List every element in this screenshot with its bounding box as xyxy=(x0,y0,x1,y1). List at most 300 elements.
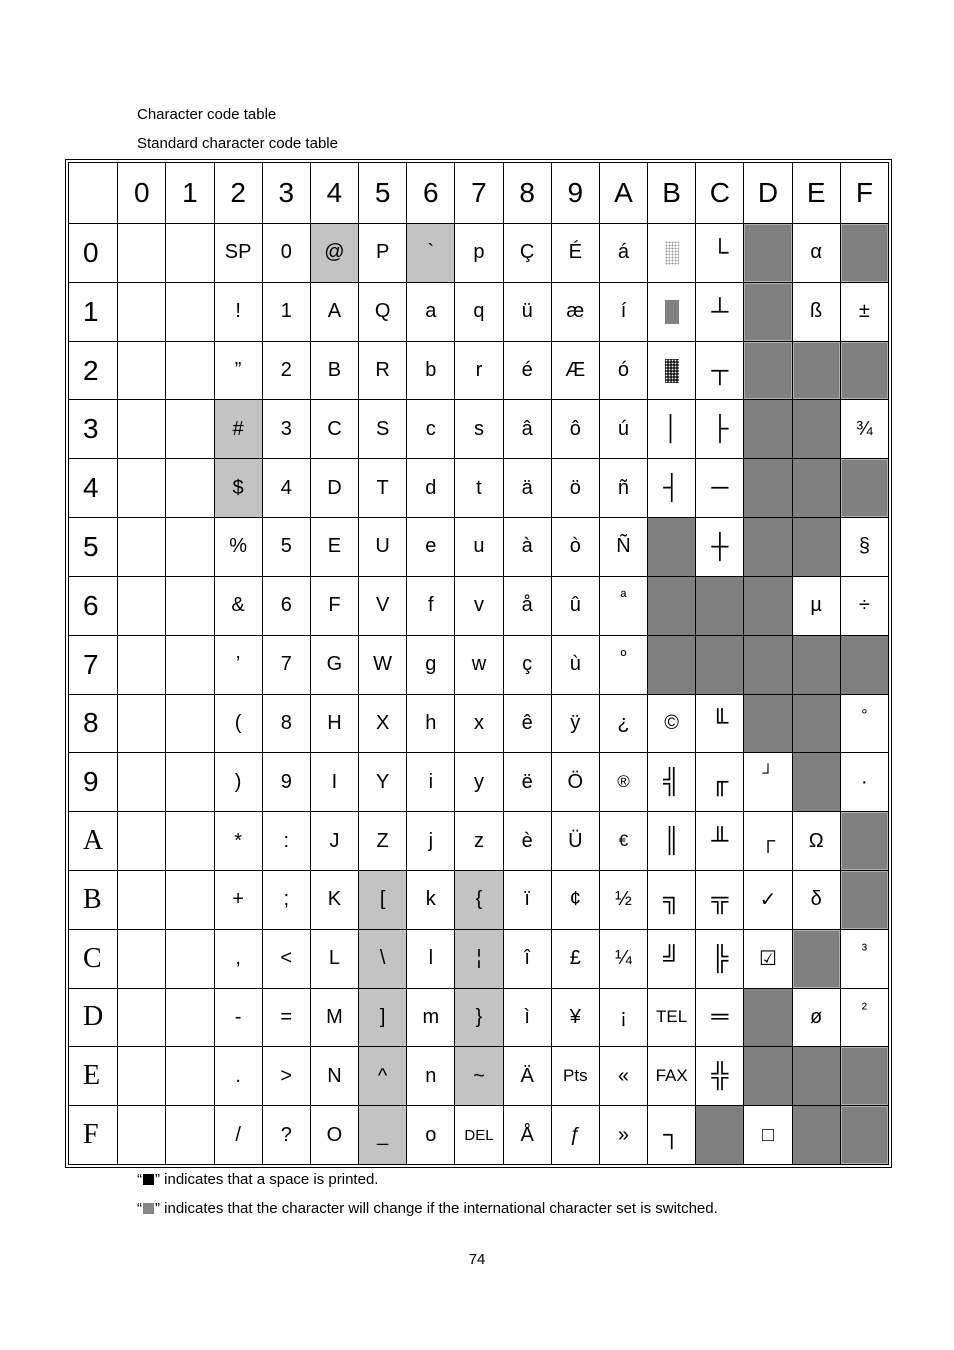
character-glyph: ═ xyxy=(711,1003,729,1031)
code-cell-b5 xyxy=(359,870,407,929)
code-cell-41 xyxy=(166,459,214,518)
code-cell-d5 xyxy=(359,988,407,1047)
code-cell-8c xyxy=(696,694,744,753)
code-cell-a6 xyxy=(407,812,455,871)
character-glyph: c xyxy=(425,417,436,440)
code-cell-c8 xyxy=(503,929,551,988)
code-cell-6d xyxy=(744,576,792,635)
character-glyph: ╦ xyxy=(711,885,729,913)
character-glyph: Ü xyxy=(568,829,583,852)
character-glyph: ’ xyxy=(235,653,241,676)
code-cell-bd xyxy=(744,870,792,929)
code-cell-f4 xyxy=(310,1106,358,1165)
code-cell-46 xyxy=(407,459,455,518)
variant-legend-open-quote: “ xyxy=(137,1200,142,1217)
character-glyph: N xyxy=(327,1064,342,1087)
character-glyph: : xyxy=(283,829,290,852)
table-row xyxy=(69,812,889,871)
code-cell-b6 xyxy=(407,870,455,929)
character-glyph: ─ xyxy=(711,474,729,502)
code-cell-ed xyxy=(744,1047,792,1106)
character-glyph: t xyxy=(476,476,482,499)
row-header-d: D xyxy=(69,988,118,1047)
code-cell-22 xyxy=(214,341,262,400)
code-cell-2b xyxy=(648,341,696,400)
code-cell-12 xyxy=(214,282,262,341)
code-cell-1b xyxy=(648,282,696,341)
code-cell-20 xyxy=(118,341,166,400)
row-header-f: F xyxy=(69,1106,118,1165)
code-cell-03 xyxy=(262,224,310,283)
code-cell-cb xyxy=(648,929,696,988)
table-row xyxy=(69,1047,889,1106)
character-glyph: 2 xyxy=(280,359,292,382)
code-cell-fa xyxy=(599,1106,647,1165)
character-glyph: ø xyxy=(810,1005,823,1028)
code-cell-1a xyxy=(599,282,647,341)
code-cell-9d xyxy=(744,753,792,812)
code-cell-26 xyxy=(407,341,455,400)
code-cell-e5 xyxy=(359,1047,407,1106)
character-glyph: - xyxy=(234,1005,242,1028)
code-cell-d9 xyxy=(551,988,599,1047)
character-glyph: ª xyxy=(620,588,627,606)
code-cell-6a xyxy=(599,576,647,635)
code-cell-6c xyxy=(696,576,744,635)
code-cell-40 xyxy=(118,459,166,518)
character-glyph: U xyxy=(375,535,390,558)
code-cell-37 xyxy=(455,400,503,459)
variant-legend xyxy=(137,1200,718,1218)
code-cell-69 xyxy=(551,576,599,635)
character-code-table-frame xyxy=(65,159,892,1168)
code-cell-f5 xyxy=(359,1106,407,1165)
code-cell-1f xyxy=(840,282,888,341)
code-cell-bb xyxy=(648,870,696,929)
character-glyph: ³ xyxy=(861,941,868,959)
character-glyph: Ç xyxy=(519,241,535,264)
caption: Character code table xyxy=(137,106,277,123)
character-glyph: € xyxy=(618,831,629,851)
code-cell-c4 xyxy=(310,929,358,988)
row-header-4: 4 xyxy=(69,459,118,518)
code-cell-8d xyxy=(744,694,792,753)
character-glyph: ┤ xyxy=(663,474,681,502)
code-cell-3b xyxy=(648,400,696,459)
code-cell-94 xyxy=(310,753,358,812)
code-cell-9a xyxy=(599,753,647,812)
code-cell-9b xyxy=(648,753,696,812)
code-cell-6f xyxy=(840,576,888,635)
code-cell-ad xyxy=(744,812,792,871)
character-glyph: TEL xyxy=(656,1007,688,1027)
row-header-0: 0 xyxy=(69,224,118,283)
character-glyph: ñ xyxy=(617,476,630,499)
code-cell-6b xyxy=(648,576,696,635)
code-cell-fe xyxy=(792,1106,840,1165)
character-glyph: ? xyxy=(280,1123,292,1146)
table-row xyxy=(69,224,889,283)
character-glyph: r xyxy=(475,359,483,382)
character-glyph: S xyxy=(375,417,390,440)
code-cell-0d xyxy=(744,224,792,283)
character-glyph: ÷ xyxy=(858,594,870,617)
column-header-1: 1 xyxy=(166,163,214,224)
character-glyph: H xyxy=(327,711,342,734)
code-cell-e6 xyxy=(407,1047,455,1106)
code-cell-91 xyxy=(166,753,214,812)
character-glyph: ` xyxy=(427,241,435,264)
code-cell-17 xyxy=(455,282,503,341)
character-glyph: @ xyxy=(324,241,345,264)
character-glyph: K xyxy=(327,888,342,911)
character-glyph: T xyxy=(376,476,389,499)
code-cell-cc xyxy=(696,929,744,988)
row-header-7: 7 xyxy=(69,635,118,694)
code-cell-79 xyxy=(551,635,599,694)
column-header-0: 0 xyxy=(118,163,166,224)
code-cell-73 xyxy=(262,635,310,694)
character-glyph: . xyxy=(235,1064,241,1087)
code-cell-f6 xyxy=(407,1106,455,1165)
code-cell-31 xyxy=(166,400,214,459)
character-glyph: ä xyxy=(521,476,533,499)
code-cell-5a xyxy=(599,518,647,577)
character-glyph: D xyxy=(327,476,342,499)
table-row xyxy=(69,694,889,753)
code-cell-2d xyxy=(744,341,792,400)
code-cell-77 xyxy=(455,635,503,694)
code-cell-1e xyxy=(792,282,840,341)
character-glyph: W xyxy=(373,653,393,676)
character-glyph: ╓ xyxy=(711,768,729,796)
code-cell-b7 xyxy=(455,870,503,929)
character-glyph: © xyxy=(664,711,680,734)
character-glyph: â xyxy=(521,417,533,440)
row-header-a: A xyxy=(69,812,118,871)
character-glyph: C xyxy=(327,417,342,440)
character-glyph: k xyxy=(425,888,436,911)
character-glyph: è xyxy=(521,829,533,852)
character-glyph: ╙ xyxy=(711,709,729,737)
code-cell-de xyxy=(792,988,840,1047)
code-cell-a7 xyxy=(455,812,503,871)
character-glyph: ó xyxy=(617,359,630,382)
code-cell-fc xyxy=(696,1106,744,1165)
character-glyph: ; xyxy=(283,888,290,911)
code-cell-b9 xyxy=(551,870,599,929)
character-glyph: ┘ xyxy=(762,765,774,783)
character-glyph: ╝ xyxy=(663,944,681,972)
code-cell-f0 xyxy=(118,1106,166,1165)
character-glyph: \ xyxy=(379,947,386,970)
code-cell-2a xyxy=(599,341,647,400)
code-cell-e8 xyxy=(503,1047,551,1106)
character-glyph: Pts xyxy=(563,1066,588,1086)
code-cell-8a xyxy=(599,694,647,753)
character-code-table xyxy=(68,162,889,1165)
character-glyph: I xyxy=(331,770,338,793)
character-glyph: û xyxy=(569,594,581,617)
character-glyph: ç xyxy=(522,653,533,676)
code-cell-db xyxy=(648,988,696,1047)
character-glyph: 6 xyxy=(280,594,292,617)
character-glyph: ” xyxy=(234,359,242,382)
code-cell-2f xyxy=(840,341,888,400)
variant-legend-text: ” indicates that the character will change if the international character set is switched. xyxy=(155,1200,718,1217)
character-glyph: o xyxy=(425,1123,437,1146)
page-number: 74 xyxy=(468,1251,486,1268)
table-row xyxy=(69,870,889,929)
code-cell-b8 xyxy=(503,870,551,929)
code-cell-32 xyxy=(214,400,262,459)
character-glyph: $ xyxy=(232,476,244,499)
character-glyph: q xyxy=(473,300,485,323)
code-cell-59 xyxy=(551,518,599,577)
character-glyph: A xyxy=(327,300,342,323)
character-glyph: v xyxy=(473,594,484,617)
character-glyph: ┬ xyxy=(711,356,729,384)
code-cell-e0 xyxy=(118,1047,166,1106)
character-glyph: · xyxy=(861,770,868,793)
code-cell-75 xyxy=(359,635,407,694)
character-glyph: f xyxy=(428,594,434,617)
character-glyph: à xyxy=(521,535,533,558)
code-cell-50 xyxy=(118,518,166,577)
character-glyph: b xyxy=(425,359,437,382)
character-glyph: ¥ xyxy=(569,1005,581,1028)
character-glyph: δ xyxy=(810,888,822,911)
code-cell-98 xyxy=(503,753,551,812)
code-cell-61 xyxy=(166,576,214,635)
character-glyph: < xyxy=(280,947,293,970)
space-legend xyxy=(137,1171,378,1189)
character-glyph: ê xyxy=(521,711,533,734)
code-cell-ec xyxy=(696,1047,744,1106)
code-cell-00 xyxy=(118,224,166,283)
code-cell-0e xyxy=(792,224,840,283)
code-cell-ce xyxy=(792,929,840,988)
code-cell-76 xyxy=(407,635,455,694)
character-glyph: ☑ xyxy=(759,948,777,971)
code-cell-52 xyxy=(214,518,262,577)
table-row xyxy=(69,988,889,1047)
code-cell-06 xyxy=(407,224,455,283)
character-glyph: α xyxy=(810,241,822,264)
column-header-5: 5 xyxy=(359,163,407,224)
code-cell-2e xyxy=(792,341,840,400)
character-glyph: ) xyxy=(234,770,242,793)
character-glyph: ╗ xyxy=(663,885,681,913)
character-glyph: F xyxy=(328,594,341,617)
row-header-1: 1 xyxy=(69,282,118,341)
row-header-2: 2 xyxy=(69,341,118,400)
code-cell-e1 xyxy=(166,1047,214,1106)
row-header-9: 9 xyxy=(69,753,118,812)
code-cell-ba xyxy=(599,870,647,929)
character-glyph: Q xyxy=(374,300,391,323)
character-glyph: ô xyxy=(569,417,581,440)
code-cell-9c xyxy=(696,753,744,812)
character-glyph: # xyxy=(232,417,244,440)
column-header-2: 2 xyxy=(214,163,262,224)
code-cell-78 xyxy=(503,635,551,694)
character-glyph: a xyxy=(425,300,437,323)
character-glyph: ù xyxy=(569,653,581,676)
code-cell-fd xyxy=(744,1106,792,1165)
code-cell-90 xyxy=(118,753,166,812)
character-glyph: FAX xyxy=(655,1066,688,1086)
code-cell-da xyxy=(599,988,647,1047)
column-header-f: F xyxy=(840,163,888,224)
column-header-c: C xyxy=(696,163,744,224)
code-cell-01 xyxy=(166,224,214,283)
character-glyph: 4 xyxy=(280,476,292,499)
character-glyph: m xyxy=(422,1005,440,1028)
table-row xyxy=(69,753,889,812)
character-glyph: ö xyxy=(569,476,581,499)
row-header-c: C xyxy=(69,929,118,988)
character-glyph: Z xyxy=(376,829,389,852)
code-cell-d2 xyxy=(214,988,262,1047)
code-cell-86 xyxy=(407,694,455,753)
code-cell-21 xyxy=(166,341,214,400)
code-cell-a1 xyxy=(166,812,214,871)
code-cell-10 xyxy=(118,282,166,341)
column-header-d: D xyxy=(744,163,792,224)
character-glyph: 5 xyxy=(280,535,292,558)
code-cell-67 xyxy=(455,576,503,635)
code-cell-04 xyxy=(310,224,358,283)
character-glyph: ¡ xyxy=(620,1005,627,1028)
code-cell-36 xyxy=(407,400,455,459)
code-cell-dc xyxy=(696,988,744,1047)
row-header-8: 8 xyxy=(69,694,118,753)
column-header-7: 7 xyxy=(455,163,503,224)
code-cell-c9 xyxy=(551,929,599,988)
code-cell-b2 xyxy=(214,870,262,929)
code-cell-4c xyxy=(696,459,744,518)
table-row xyxy=(69,282,889,341)
character-glyph: & xyxy=(231,594,245,617)
column-header-8: 8 xyxy=(503,163,551,224)
character-glyph: ü xyxy=(521,300,533,323)
character-glyph: > xyxy=(280,1064,293,1087)
character-glyph: G xyxy=(326,653,343,676)
code-cell-08 xyxy=(503,224,551,283)
character-glyph: ║ xyxy=(663,827,681,855)
code-cell-f2 xyxy=(214,1106,262,1165)
code-cell-9f xyxy=(840,753,888,812)
code-cell-14 xyxy=(310,282,358,341)
character-glyph: Å xyxy=(520,1123,534,1146)
character-glyph: └ xyxy=(711,238,729,266)
code-cell-65 xyxy=(359,576,407,635)
code-cell-4f xyxy=(840,459,888,518)
code-cell-ab xyxy=(648,812,696,871)
code-cell-29 xyxy=(551,341,599,400)
code-cell-60 xyxy=(118,576,166,635)
character-glyph: ╠ xyxy=(711,944,729,972)
character-glyph: │ xyxy=(664,415,680,443)
code-cell-5b xyxy=(648,518,696,577)
space-legend-text: ” indicates that a space is printed. xyxy=(155,1171,379,1188)
code-cell-e4 xyxy=(310,1047,358,1106)
code-cell-0b xyxy=(648,224,696,283)
code-cell-28 xyxy=(503,341,551,400)
character-glyph: M xyxy=(326,1005,343,1028)
character-glyph: DEL xyxy=(464,1126,494,1144)
code-cell-a3 xyxy=(262,812,310,871)
code-cell-4d xyxy=(744,459,792,518)
character-glyph: 3 xyxy=(280,417,292,440)
code-cell-d8 xyxy=(503,988,551,1047)
character-glyph: ] xyxy=(379,1005,386,1028)
code-cell-82 xyxy=(214,694,262,753)
character-glyph: º xyxy=(620,647,627,665)
character-glyph: B xyxy=(327,359,342,382)
character-glyph: Ω xyxy=(808,829,824,852)
code-cell-23 xyxy=(262,341,310,400)
character-glyph: X xyxy=(375,711,390,734)
character-glyph: ( xyxy=(234,711,242,734)
code-cell-4a xyxy=(599,459,647,518)
code-cell-7f xyxy=(840,635,888,694)
character-glyph: 1 xyxy=(280,300,292,323)
table-row xyxy=(69,459,889,518)
code-cell-54 xyxy=(310,518,358,577)
code-cell-a2 xyxy=(214,812,262,871)
code-cell-47 xyxy=(455,459,503,518)
code-cell-1d xyxy=(744,282,792,341)
code-cell-83 xyxy=(262,694,310,753)
character-glyph: ½ xyxy=(615,888,632,911)
code-cell-e2 xyxy=(214,1047,262,1106)
code-cell-a0 xyxy=(118,812,166,871)
table-row xyxy=(69,576,889,635)
character-glyph: Y xyxy=(375,770,390,793)
character-glyph: ├ xyxy=(711,415,729,443)
code-cell-99 xyxy=(551,753,599,812)
character-glyph: ~ xyxy=(473,1064,485,1087)
code-cell-49 xyxy=(551,459,599,518)
code-cell-87 xyxy=(455,694,503,753)
character-glyph: ╣ xyxy=(663,768,681,796)
code-cell-53 xyxy=(262,518,310,577)
code-cell-27 xyxy=(455,341,503,400)
code-cell-d0 xyxy=(118,988,166,1047)
code-cell-e9 xyxy=(551,1047,599,1106)
code-cell-af xyxy=(840,812,888,871)
code-cell-fb xyxy=(648,1106,696,1165)
column-header-a: A xyxy=(599,163,647,224)
character-glyph: 8 xyxy=(280,711,292,734)
code-cell-96 xyxy=(407,753,455,812)
code-cell-ae xyxy=(792,812,840,871)
character-glyph: « xyxy=(617,1064,630,1087)
character-glyph: j xyxy=(428,829,434,852)
code-cell-d1 xyxy=(166,988,214,1047)
row-header-b: B xyxy=(69,870,118,929)
code-cell-70 xyxy=(118,635,166,694)
code-cell-f8 xyxy=(503,1106,551,1165)
code-cell-ca xyxy=(599,929,647,988)
code-cell-7b xyxy=(648,635,696,694)
code-cell-8b xyxy=(648,694,696,753)
code-cell-07 xyxy=(455,224,503,283)
character-glyph: ┼ xyxy=(711,532,729,560)
code-cell-15 xyxy=(359,282,407,341)
